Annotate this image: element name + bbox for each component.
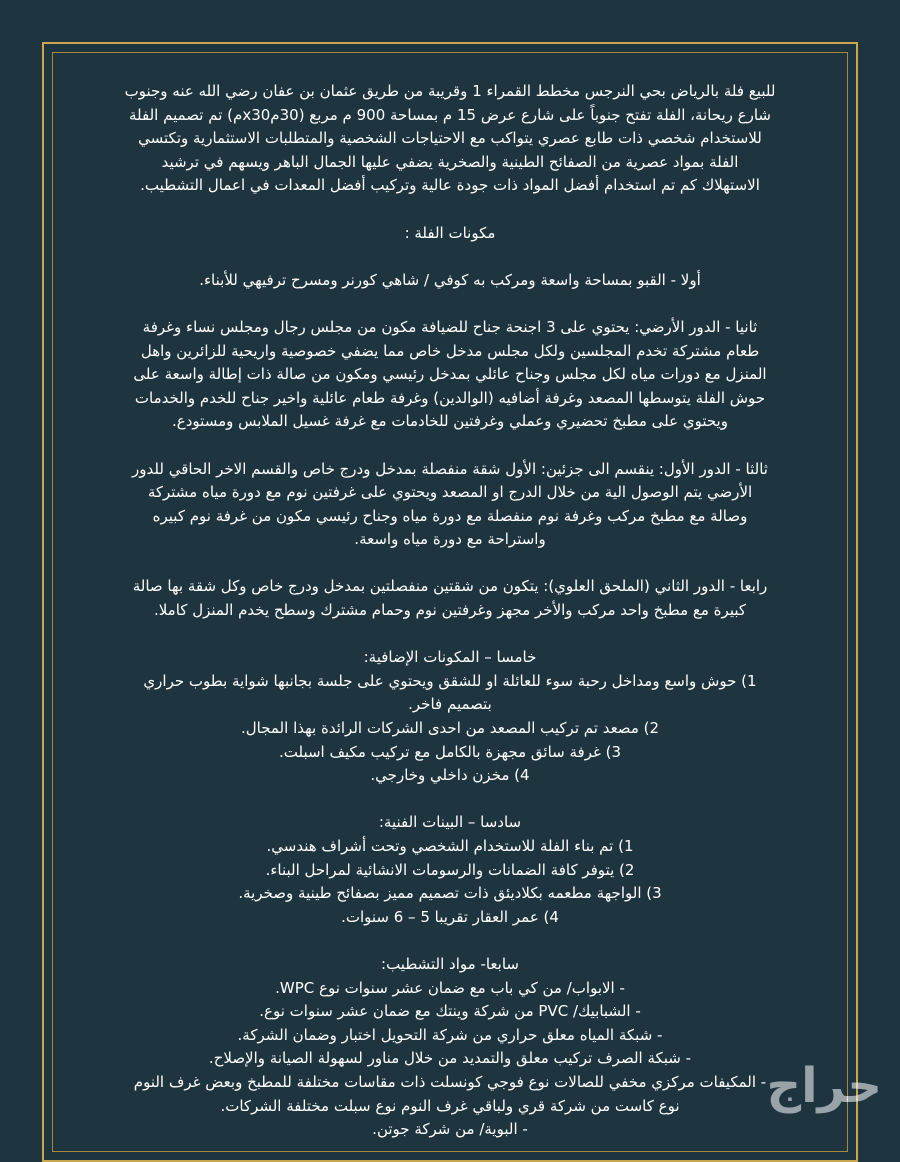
text-line: المنزل مع دورات مياه لكل مجلس وجناح عائلي بمدخل رئيسي ومكون من صالة ذات إطالة واسعة على [133,365,767,384]
list-item: - الابواب/ من كي باب مع ضمان عشر سنوات نوع WPC. [275,978,625,997]
list-item: 2) مصعد تم تركيب المصعد من احدى الشركات الرائدة بهذا المجال. [240,719,660,738]
section-heading: خامسا – المكونات الإضافية: [363,648,537,667]
section-sixth [62,811,838,929]
list-item: 3) غرفة سائق مجهزة بالكامل مع تركيب مكيف اسبلت. [279,742,621,761]
components-heading: مكونات الفلة : [404,223,496,242]
list-item: 2) يتوفر كافة الضمانات والرسومات الانشائية لمراحل البناء. [265,860,635,879]
document-body [62,80,838,1142]
text-line: شارع ريحانة، الفلة تفتح جنوباً على شارع عرض 15 م بمساحة 900 م مربع (30مx30م) تم تصميم الفلة [129,105,771,124]
text-line: وصالة مع مطبخ مركب وغرفة نوم منفصلة مع دورة مياه وجناح رئيسي مكون من غرفة نوم كبيره [152,506,748,525]
section-heading: سابعا- مواد التشطيب: [381,954,519,973]
haraj-watermark-logo: حراج [766,1058,882,1114]
intro-paragraph [62,80,838,198]
text-line: ثالثا - الدور الأول: ينقسم الى جزئين: الأول شقة منفصلة بمدخل ودرج خاص والقسم الاخر الحاقي للدور [132,459,768,478]
text-line: ويحتوي على مطبخ تحضيري وعملي وغرفتين للخادمات مع غرفة غسيل الملابس ومستودع. [172,412,728,431]
list-item: - البوية/ من شركة جوتن. [372,1120,528,1139]
section-seventh [62,953,838,1142]
section-third [62,458,838,552]
text-line: رابعا - الدور الثاني (الملحق العلوي): يتكون من شقتين منفصلتين بمدخل ودرج خاص وكل شقة بها صالة [132,577,768,596]
text-line: الفلة بمواد عصرية من الصفائح الطينية والصخرية يضفي عليها الجمال الباهر ويسهم في ترشيد [161,152,739,171]
list-item: - شبكة الصرف تركيب معلق والتمديد من خلال مناور لسهولة الصيانة والإصلاح. [208,1049,692,1068]
text-line: حوش الفلة يتوسطها المصعد وغرفة أضافيه (الوالدين) وغرفة طعام عائلية واخير جناح للخدم والخدمات [134,388,766,407]
list-item: 4) عمر العقار تقريبا 5 – 6 سنوات. [341,907,559,926]
section-second [62,316,838,434]
text-line: للاستخدام شخصي ذات طابع عصري يتواكب مع الاحتياجات الشخصية والمتطلبات الاستثمارية وتكتسي [138,129,762,148]
text-line: طعام مشتركة تخدم المجلسين ولكل مجلس مدخل خاص مما يضفي خصوصية واريحية للزائرين واهل [140,341,760,360]
list-item: نوع كاست من شركة قري ولباقي غرف النوم نوع سبلت مختلفة الشركات. [220,1096,680,1115]
section-fourth [62,575,838,622]
list-item: 4) مخزن داخلي وخارجي. [370,766,530,785]
text-line: الاستهلاك كم تم استخدام أفضل المواد ذات جودة عالية وتركيب أفضل المعدات في اعمال التشطيب. [140,176,760,195]
list-item: بتصميم فاخر. [408,695,492,714]
list-item: 1) تم بناء الفلة للاستخدام الشخصي وتحت أشراف هندسي. [266,837,634,855]
text-line: الأرضي يتم الوصول الية من خلال الدرج او المصعد ويحتوي على غرفتين نوم مع دورة مياه مشتركة [147,483,753,502]
text-line: ثانيا - الدور الأرضي: يحتوي على 3 اجنحة جناح للضيافة مكون من مجلس رجال ومجلس نساء وغرفة [142,317,758,336]
list-item: 1) حوش واسع ومداخل رحبة سوء للعائلة او للشقق ويحتوي على جلسة بجانبها شواية بطوب حراري [143,671,757,690]
text-line: للبيع فلة بالرياض بحي النرجس مخطط القمراء 1 وقريبة من طريق عثمان بن عفان رضي الله عنه وجنوب [124,82,776,100]
section-first: أولا - القبو بمساحة واسعة ومركب به كوفي / شاهي كورنر ومسرح ترفيهي للأبناء. [199,270,701,289]
section-heading: سادسا – البينات الفنية: [378,813,522,832]
list-item: - الشبابيك/ PVC من شركة وينتك مع ضمان عشر سنوات نوع. [259,1002,641,1021]
list-item: - شبكة المياه معلق حراري من شركة التحويل اختبار وضمان الشركة. [237,1025,663,1044]
text-line: كبيرة مع مطبخ واحد مركب والأخر مجهز وغرفتين نوم وحمام مشترك وسطح يخدم المنزل كاملا. [153,601,747,620]
list-item: 3) الواجهة مطعمه بكلاديئق ذات تصميم مميز بصفائح طينية وصخرية. [238,884,662,903]
section-fifth [62,646,838,788]
list-item: - المكيفات مركزي مخفي للصالات نوع فوجي كونسلت ذات مقاسات مختلفة للمطبخ وبعض غرف النوم [133,1072,767,1091]
text-line: واستراحة مع دورة مياه واسعة. [354,530,546,549]
